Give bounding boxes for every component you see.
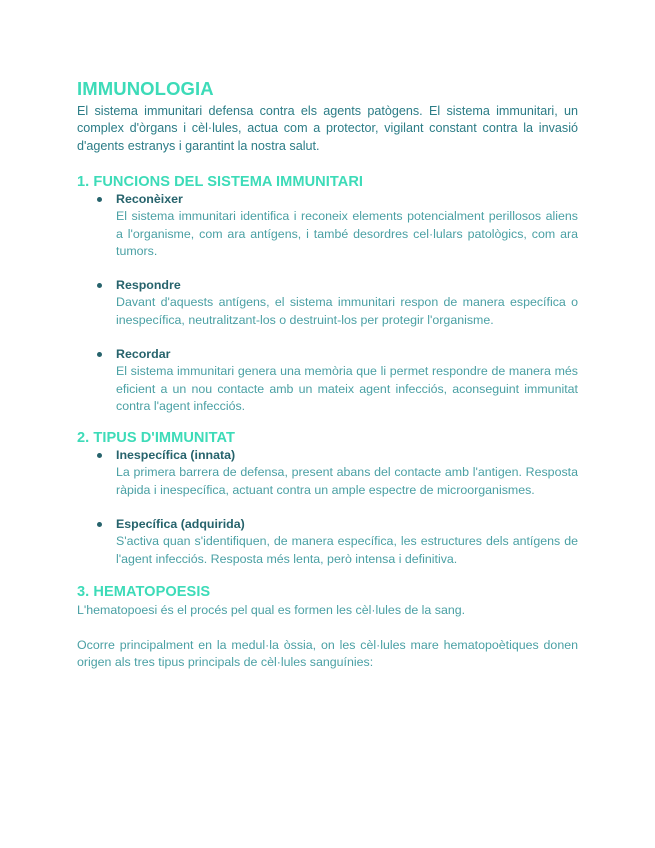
- section-heading: 3. HEMATOPOESIS: [77, 584, 211, 601]
- bullet-title: Específica (adquirida): [116, 517, 245, 532]
- bullet-list: [77, 447, 578, 568]
- bullet-body: El sistema immunitari genera una memòria que li permet respondre de manera més eficient a un nou contacte amb un mateix agent infecciós, aconseguint immunitat contra l'agent infecciós.: [116, 364, 578, 414]
- bullet-dot-icon: [97, 352, 102, 357]
- bullet-body: Davant d'aquests antígens, el sistema immunitari respon de manera específica o inespecífica, neutralitzant-los o destruint-los per protegir l'organisme.: [116, 295, 578, 327]
- bullet-body: S'activa quan s'identifiquen, de manera específica, les estructures dels antígens de l'agent infecciós. Resposta més lenta, però intensa i definitiva.: [116, 534, 578, 566]
- bullet-dot-icon: [97, 453, 102, 458]
- section-heading: 1. FUNCIONS DEL SISTEMA IMMUNITARI: [77, 174, 364, 191]
- bullet-list: [77, 191, 578, 415]
- paragraph: Ocorre principalment en la medul·la òssia, on les cèl·lules mare hematopoètiques donen origen als tres tipus principals de cèl·lules sanguínies:: [77, 637, 578, 669]
- list-item: [77, 447, 578, 499]
- section-immunity-types: [77, 429, 578, 568]
- bullet-title: Inespecífica (innata): [116, 448, 236, 463]
- list-item: [77, 191, 578, 260]
- bullet-dot-icon: [97, 283, 102, 288]
- document-title: IMMUNOLOGIA: [77, 78, 214, 99]
- list-item: [77, 277, 578, 329]
- bullet-title: Recordar: [116, 347, 171, 362]
- bullet-dot-icon: [97, 197, 102, 202]
- bullet-body: El sistema immunitari identifica i reconeix elements potencialment perillosos aliens a l'organisme, com ara antígens, i també desordres cel·lulars patològics, com ara tumors.: [116, 209, 578, 259]
- section-hematopoiesis: [77, 583, 578, 671]
- document-page: [77, 78, 578, 671]
- intro-paragraph: El sistema immunitari defensa contra els agents patògens. El sistema immunitari, un complex d'òrgans i cèl·lules, actua com a protector, vigilant constant contra la invasió d'agents estranys i garantint la nostra salut.: [77, 104, 578, 153]
- section-heading: 2. TIPUS D'IMMUNITAT: [77, 430, 235, 447]
- section-functions: [77, 173, 578, 415]
- list-item: [77, 346, 578, 415]
- bullet-dot-icon: [97, 522, 102, 527]
- bullet-title: Respondre: [116, 278, 181, 293]
- paragraph: L'hematopoesi és el procés pel qual es formen les cèl·lules de la sang.: [77, 603, 466, 618]
- bullet-title: Reconèixer: [116, 192, 183, 207]
- list-item: [77, 516, 578, 568]
- bullet-body: La primera barrera de defensa, present abans del contacte amb l'antigen. Resposta ràpida i inespecífica, actuant contra un ample espectre de microorganismes.: [116, 465, 578, 497]
